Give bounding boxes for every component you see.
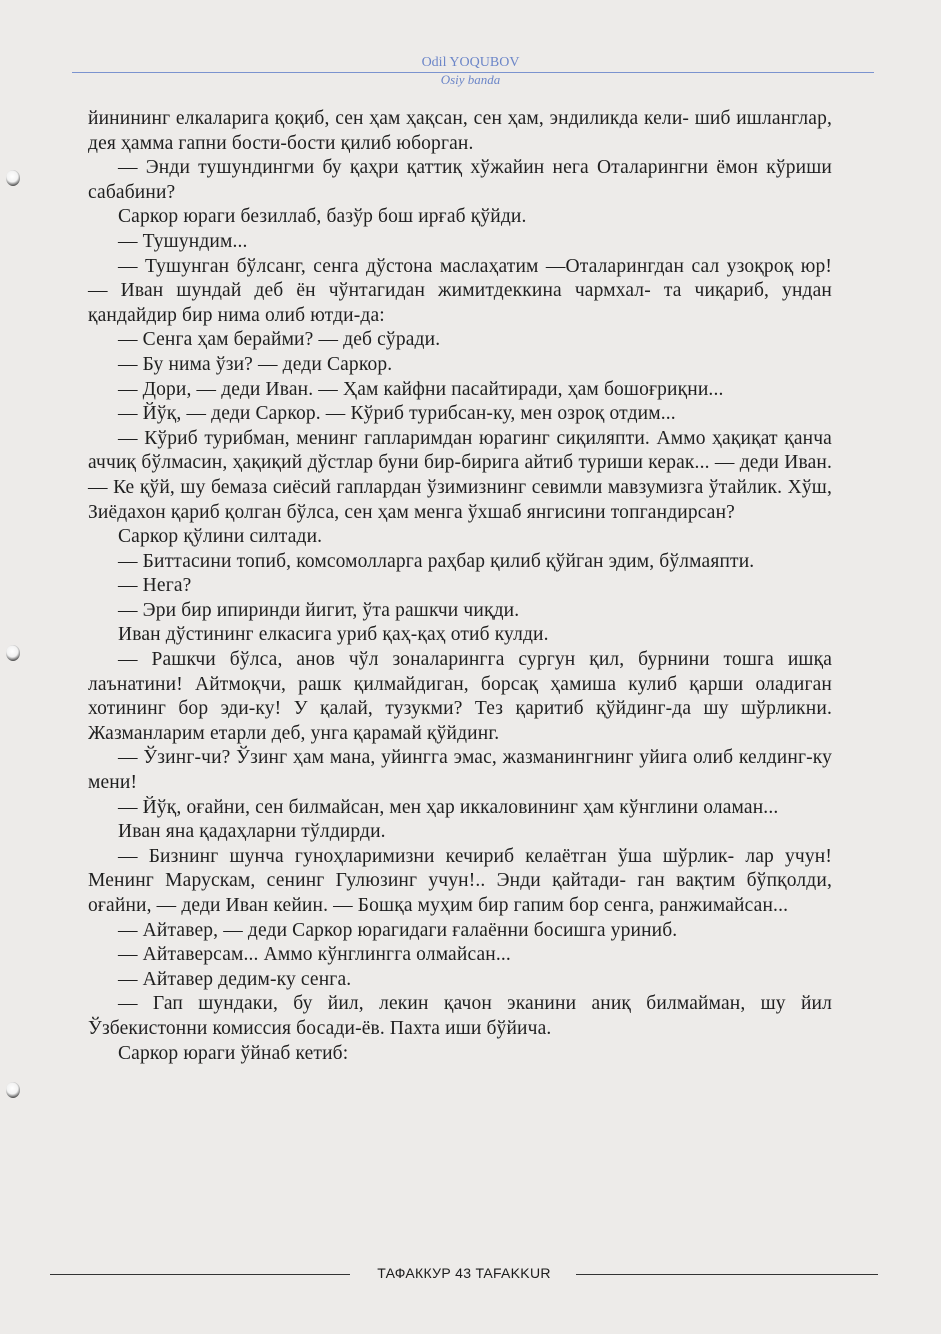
paragraph: — Бизнинг шунча гуноҳларимизни кечириб келаётган ўша шўрлик- лар учун! Менинг Марускам, сенинг Гулюзинг учун!.. Энди қайтади- ган вақтим бўпқолди, оғайни, — деди Иван кейин. — Бошқа муҳим бир гапим бор сенга, ранжимайсан... — [88, 845, 832, 916]
body-text — [88, 107, 832, 1066]
footer-label: ТАФАККУР 43 TAFAKKUR — [377, 1265, 551, 1281]
paragraph: — Тушунган бўлсанг, сенга дўстона маслаҳатим —Оталарингдан сал узоқроқ юр! — Иван шундай деб ён чўнтагидан жимитдеккина чармхал- та чиқариб, ундан қандайдир бир нима олиб ютди-да: — [88, 255, 832, 326]
paragraph: — Гап шундаки, бу йил, лекин қачон эканини аниқ билмайман, шу йил Ўзбекистонни комиссия босади-ёв. Пахта иши бўйича. — [88, 993, 832, 1039]
paragraph: — Йўқ, — деди Саркор. — Кўриб турибсан-ку, мен озроқ отдим... — [118, 403, 676, 425]
paragraph: Иван дўстининг елкасига уриб қаҳ-қаҳ отиб кулди. — [118, 624, 549, 646]
header-author: Odil YOQUBOV — [421, 55, 520, 70]
binder-hole — [6, 645, 20, 661]
binder-hole — [6, 1082, 20, 1098]
page-footer — [50, 1264, 878, 1284]
paragraph: Саркор юраги ўйнаб кетиб: — [118, 1042, 349, 1064]
header-title: Osiy banda — [440, 72, 501, 87]
paragraph: — Айтавер дедим-ку сенга. — [118, 968, 352, 990]
paragraph: Саркор қўлини силтади. — [118, 526, 323, 548]
paragraph: — Дори, — деди Иван. — Ҳам кайфни пасайтиради, ҳам бошоғриқни... — [118, 378, 724, 400]
paragraph: — Рашкчи бўлса, анов чўл зоналарингга сургун қил, бурнини тошга ишқа лаънатини! Айтмоқчи, рашк қилмайдиган, борсақ ҳамиша кулиб қарши оладиган хотининг бор эди-ку! У қалай, тузукми? Тез қаритиб қўйдинг-да шу шўрликни. Жазманларим етарли деб, унга қарамай қўйдинг. — [88, 649, 832, 744]
paragraph: — Биттасини топиб, комсомолларга раҳбар қилиб қўйган эдим, бўлмаяпти. — [118, 550, 755, 572]
paragraph: Иван яна қадаҳларни тўлдирди. — [118, 821, 386, 843]
binder-hole — [6, 170, 20, 186]
paragraph: — Тушундим... — [118, 230, 248, 252]
paragraph: — Айтавер, — деди Саркор юрагидаги ғалаённи босишга уриниб. — [118, 919, 678, 941]
running-header — [0, 54, 941, 88]
paragraph: — Кўриб турибман, менинг гапларимдан юрагинг сиқиляпти. Аммо ҳақиқат қанча аччиқ бўлмасин, ҳақиқий дўстлар буни бир-бирига айтиб туриши керак... — деди Иван. — Ке қўй, шу бемаза сиёсий гаплардан ўзимизнинг севимли мавзумизга ўтайлик. Хўш, Зиёдахон қариб қолган бўлса, сен ҳам менга ўхшаб янгисини топгандирсан? — [88, 427, 832, 523]
paragraph: — Энди тушундингми бу қаҳри қаттиқ хўжайин нега Оталарингни ёмон кўриши сабабини? — [88, 157, 832, 203]
paragraph: — Сенга ҳам берайми? — деб сўради. — [118, 329, 441, 351]
paragraph: — Йўқ, оғайни, сен билмайсан, мен ҳар иккаловининг ҳам кўнглини оламан... — [118, 796, 779, 818]
paragraph: Саркор юраги безиллаб, базўр бош ирғаб қўйди. — [118, 206, 527, 228]
paragraph: — Ўзинг-чи? Ўзинг ҳам мана, уйингга эмас, жазманингнинг уйига олиб келдинг-ку мени! — [88, 747, 832, 794]
paragraph: — Нега? — [118, 575, 192, 597]
paragraph: — Бу нима ўзи? — деди Саркор. — [118, 353, 393, 375]
paragraph: йинининг елкаларига қоқиб, сен ҳам ҳақсан, сен ҳам, эндиликда кели- шиб ишланглар, дея ҳамма гапни бости-бости қилиб юборган. — [88, 108, 832, 154]
paragraph: — Айтаверсам... Аммо кўнглингга олмайсан... — [118, 944, 511, 966]
paragraph: — Эри бир ипиринди йигит, ўта рашкчи чиқди. — [118, 599, 520, 621]
header-rule — [72, 72, 874, 73]
footer-rule-right — [576, 1274, 878, 1275]
